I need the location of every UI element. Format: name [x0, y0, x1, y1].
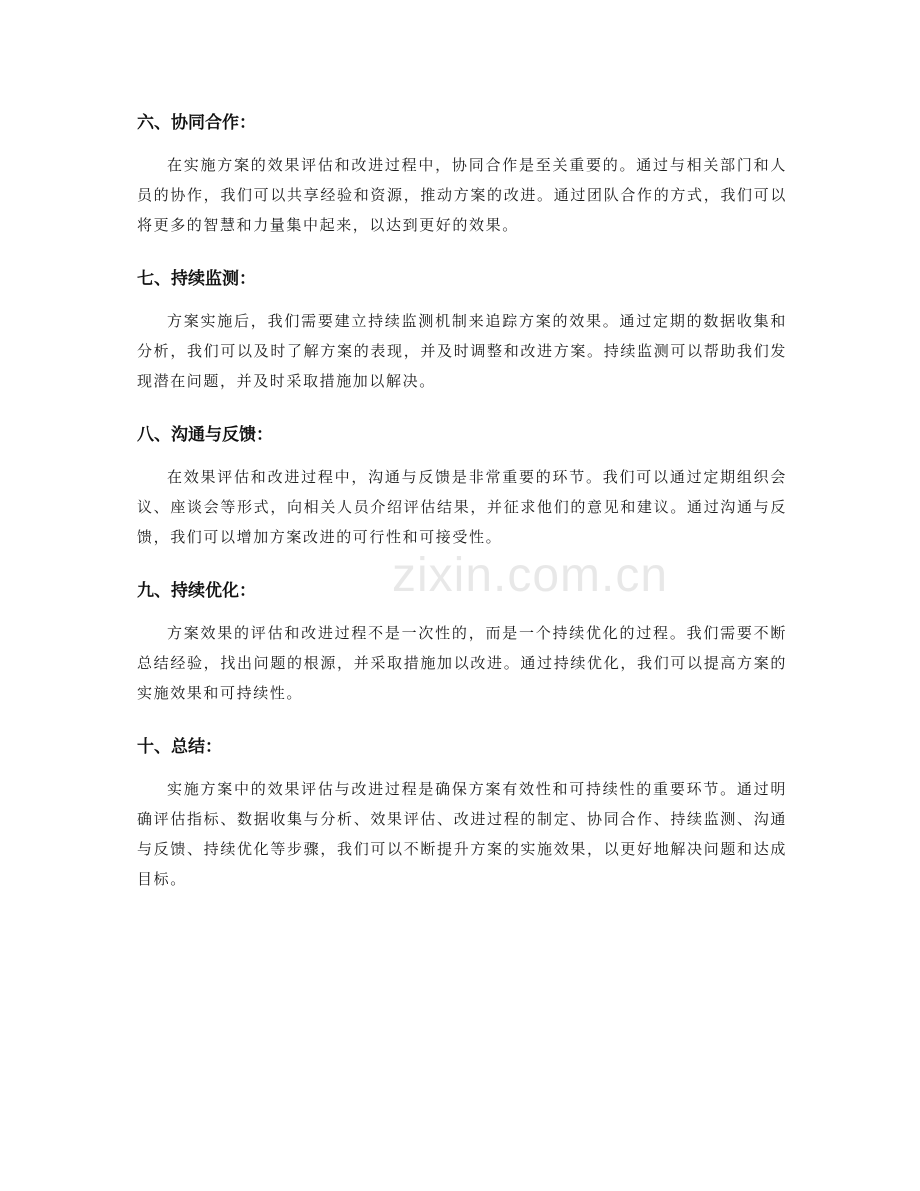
- section-paragraph: 方案效果的评估和改进过程不是一次性的，而是一个持续优化的过程。我们需要不断总结经验，找出问题的根源，并采取措施加以改进。通过持续优化，我们可以提高方案的实施效果和可持续性。: [137, 624, 787, 702]
- section-heading: 八、沟通与反馈：: [137, 425, 273, 445]
- section-heading: 九、持续优化：: [137, 581, 256, 601]
- section-collaboration: [137, 108, 787, 240]
- document-content: [137, 108, 787, 918]
- section-continuous-optimization: [137, 576, 787, 708]
- section-paragraph: 实施方案中的效果评估与改进过程是确保方案有效性和可持续性的重要环节。通过明确评估指标、数据收集与分析、效果评估、改进过程的制定、协同合作、持续监测、沟通与反馈、持续优化等步骤，我们可以不断提升方案的实施效果，以更好地解决问题和达成目标。: [137, 780, 787, 888]
- section-summary: [137, 732, 787, 894]
- section-communication-feedback: [137, 420, 787, 552]
- section-paragraph: 在实施方案的效果评估和改进过程中，协同合作是至关重要的。通过与相关部门和人员的协作，我们可以共享经验和资源，推动方案的改进。通过团队合作的方式，我们可以将更多的智慧和力量集中起来，以达到更好的效果。: [137, 156, 787, 234]
- section-paragraph: 在效果评估和改进过程中，沟通与反馈是非常重要的环节。我们可以通过定期组织会议、座谈会等形式，向相关人员介绍评估结果，并征求他们的意见和建议。通过沟通与反馈，我们可以增加方案改进的可行性和可接受性。: [137, 468, 787, 546]
- section-heading: 六、协同合作：: [137, 113, 256, 133]
- section-paragraph: 方案实施后，我们需要建立持续监测机制来追踪方案的效果。通过定期的数据收集和分析，我们可以及时了解方案的表现，并及时调整和改进方案。持续监测可以帮助我们发现潜在问题，并及时采取措施加以解决。: [137, 312, 787, 390]
- section-continuous-monitoring: [137, 264, 787, 396]
- section-heading: 七、持续监测：: [137, 269, 256, 289]
- section-heading: 十、总结：: [137, 737, 222, 757]
- watermark: zixin.com.cn: [392, 549, 669, 602]
